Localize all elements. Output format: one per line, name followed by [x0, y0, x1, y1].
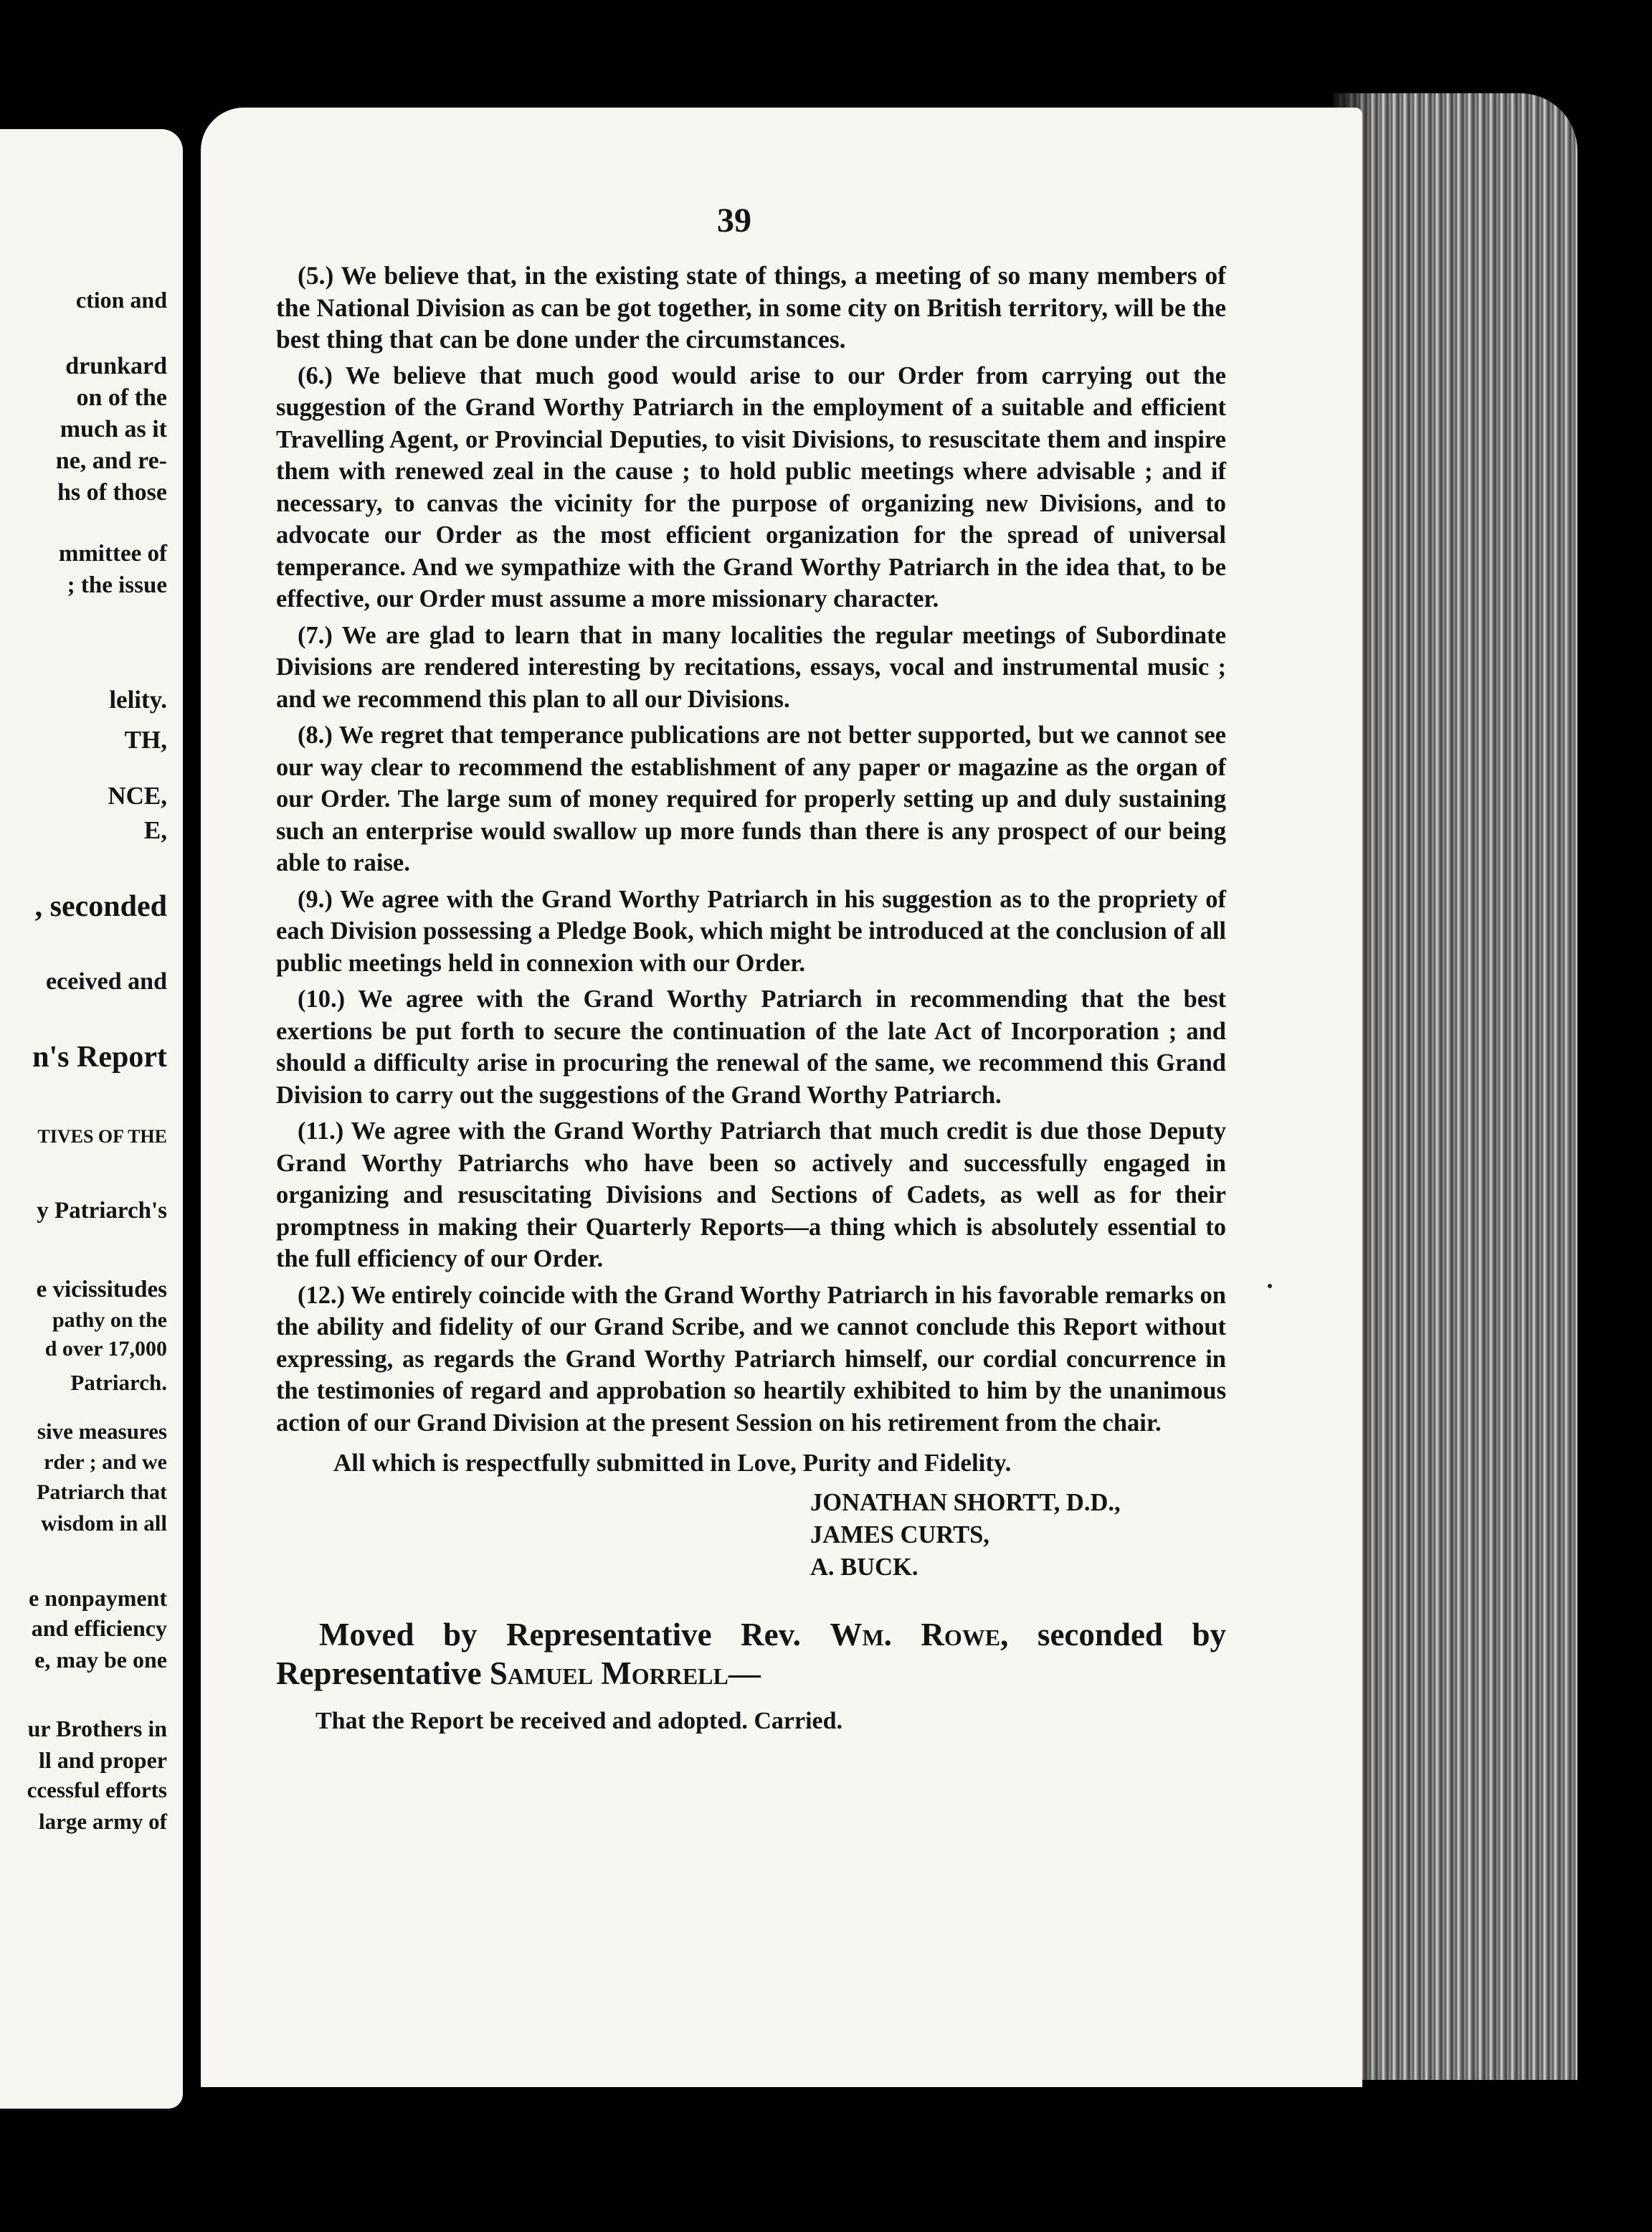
- paragraph-11: (11.) We agree with the Grand Worthy Patriarch that much credit is due those Deputy Grand Worthy Patriarchs who have been so actively and successfully engaged in organizing and resuscitating Divisions and Sections of Cadets, as well as for their promptness in making their Quarterly Reports—a thing which is absolutely essential to the full efficiency of our Order.: [276, 1117, 1226, 1272]
- motion-part-1: Moved by Representative Rev.: [319, 1616, 830, 1652]
- motion-mover: Wm. Rowe: [830, 1616, 1001, 1652]
- ink-speck: [1268, 1284, 1272, 1288]
- closing-line: All which is respectfully submitted in Love, Purity and Fidelity.: [333, 1449, 1012, 1477]
- resolution-line: That the Report be received and adopted. Carried.: [315, 1707, 843, 1734]
- left-page-fragment: drunkard: [65, 353, 167, 379]
- left-page-fragment: e nonpayment: [29, 1585, 167, 1611]
- left-page-fragment: pathy on the: [52, 1308, 167, 1332]
- left-page-fragment: e vicissitudes: [36, 1277, 167, 1302]
- signature-shortt: JONATHAN SHORTT, D.D.,: [810, 1488, 1121, 1516]
- paragraph-10: (10.) We agree with the Grand Worthy Patriarch in recommending that the best exertions be put forth to secure the continuation of the late Act of Incorporation ; and should a difficulty arise in procuring the renewal of the same, we recommend this Grand Division to carry out the suggestions of the Grand Worthy Patriarch.: [276, 985, 1226, 1109]
- left-page-fragment: n's Report: [32, 1041, 167, 1074]
- signature-block: [810, 1487, 1226, 1584]
- motion-seconder: Samuel Morrell: [489, 1655, 728, 1691]
- paragraph-6: (6.) We believe that much good would arise to our Order from carrying out the suggestion of the Grand Worthy Patriarch in the employment of a suitable and efficient Travelling Agent, or Provincial Deputies, to visit Divisions, to resuscitate them and inspire them with renewed zeal in the cause ; to hold public meetings where advisable ; and if necessary, to canvas the vicinity for the purpose of organizing new Divisions, and to advocate our Order as the most efficient organization for the spread of universal temperance. And we sympathize with the Grand Worthy Patriarch in the idea that, to be effective, our Order must assume a more missionary character.: [276, 361, 1226, 613]
- left-page-fragment: ction and: [75, 287, 167, 313]
- left-page-fragment: ccessful efforts: [27, 1777, 167, 1802]
- paragraph-8: (8.) We regret that temperance publications are not better supported, but we cannot see our way clear to recommend the establishment of any paper or magazine as the organ of our Order. The large sum of money required for properly setting up and duly sustaining such an enterprise would swallow up more funds than there is any prospect of our being able to raise.: [276, 722, 1226, 876]
- left-page-fragment: ll and proper: [39, 1747, 167, 1773]
- left-page-fragment: ur Brothers in: [27, 1716, 167, 1741]
- left-page-fragment: sive measures: [37, 1419, 167, 1444]
- left-page-fragment: , seconded: [34, 890, 167, 923]
- left-page-fragment: hs of those: [57, 479, 167, 506]
- motion-part-2: , seconded by Representative: [276, 1616, 1226, 1691]
- signature-buck: A. BUCK.: [810, 1553, 918, 1581]
- paragraph-5: (5.) We believe that, in the existing state of things, a meeting of so many members of the National Division as can be got together, in some city on British territory, will be the best thing that can be done under the circumstances.: [276, 261, 1226, 354]
- facing-left-page: [0, 129, 183, 2109]
- motion-text: [276, 1615, 1226, 1693]
- left-page-fragment: and efficiency: [31, 1615, 167, 1641]
- left-page-fragment: mmittee of: [58, 541, 167, 567]
- motion-part-3: —: [728, 1655, 761, 1691]
- left-page-fragment: y Patriarch's: [37, 1198, 167, 1224]
- left-page-fragment: d over 17,000: [44, 1337, 167, 1361]
- left-page-fragment: e, may be one: [34, 1647, 167, 1673]
- left-page-fragment: Patriarch that: [37, 1480, 167, 1504]
- signature-curts: JAMES CURTS,: [810, 1521, 989, 1548]
- left-page-fragment: E,: [143, 816, 167, 844]
- left-page-fragment: large army of: [38, 1809, 167, 1834]
- left-page-fragment: wisdom in all: [41, 1510, 167, 1536]
- left-page-fragment: ; the issue: [67, 572, 167, 598]
- left-page-fragment: on of the: [76, 384, 167, 411]
- left-page-fragment: Patriarch.: [70, 1370, 167, 1395]
- left-page-fragment: TIVES OF THE: [37, 1126, 167, 1147]
- paragraph-7: (7.) We are glad to learn that in many localities the regular meetings of Subordinate Divisions are rendered interesting by recitations, essays, vocal and instrumental music ; and we recommend this plan to all our Divisions.: [276, 621, 1226, 713]
- left-page-fragment: ne, and re-: [55, 448, 167, 474]
- left-page-fragment: eceived and: [45, 968, 167, 995]
- left-page-fragment: TH,: [124, 726, 167, 754]
- left-page-fragment: rder ; and we: [44, 1450, 167, 1474]
- paragraph-9: (9.) We agree with the Grand Worthy Patriarch in his suggestion as to the propriety of each Division possessing a Pledge Book, which might be introduced at the conclusion of all public meetings held in connexion with our Order.: [276, 885, 1226, 977]
- left-page-fragment: lelity.: [109, 686, 167, 714]
- page-number: 39: [717, 202, 751, 240]
- paragraph-12: (12.) We entirely coincide with the Grand Worthy Patriarch in his favorable remarks on the ability and fidelity of our Grand Scribe, and we cannot conclude this Report without expressing, as regards the Grand Worthy Patriarch himself, our cordial concurrence in the testimonies of regard and approbation so heartily exhibited to him by the unanimous action of our Grand Division at the present Session on his retirement from the chair.: [276, 1281, 1226, 1437]
- page-body: [276, 260, 1226, 1737]
- left-page-fragment: much as it: [60, 416, 167, 443]
- left-page-fragment: NCE,: [108, 782, 167, 810]
